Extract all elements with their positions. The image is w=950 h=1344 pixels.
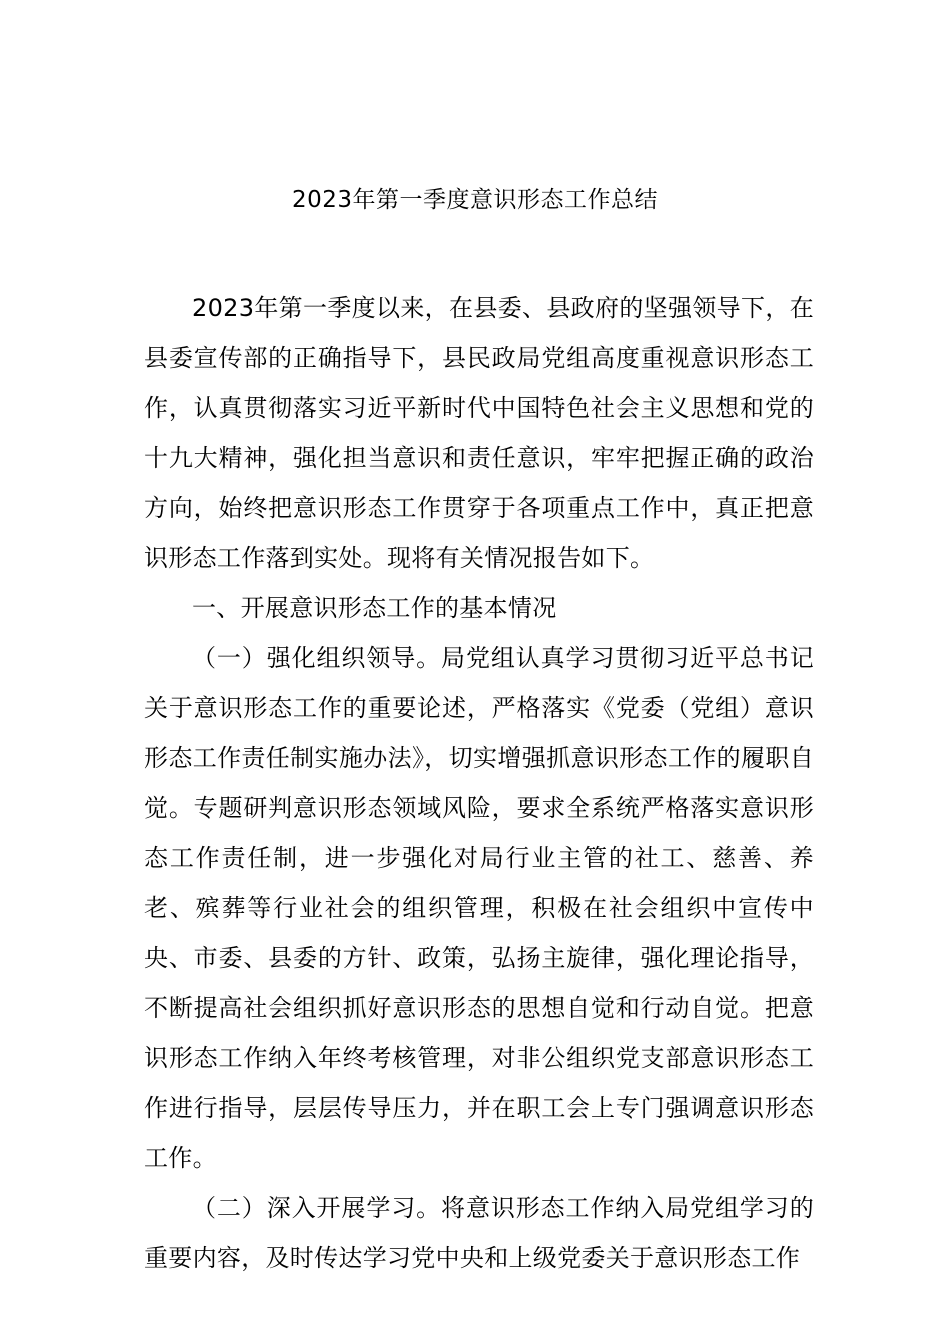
intro-paragraph: 2023年第一季度以来，在县委、县政府的坚强领导下，在县委宣传部的正确指导下，县民政局党组高度重视意识形态工作，认真贯彻落实习近平新时代中国特色社会主义思想和党的十九大精神，强化担当意识和责任意识，牢牢把握正确的政治方向，始终把意识形态工作贯穿于各项重点工作中，真正把意识形态工作落到实处。现将有关情况报告如下。 [144, 294, 814, 572]
subsection-paragraph-1: （一）强化组织领导。局党组认真学习贯彻习近平总书记关于意识形态工作的重要论述，严格落实《党委（党组）意识形态工作责任制实施办法》，切实增强抓意识形态工作的履职自觉。专题研判意识形态领域风险，要求全系统严格落实意识形态工作责任制，进一步强化对局行业主管的社工、慈善、养老、殡葬等行业社会的组织管理，积极在社会组织中宣传中央、市委、县委的方针、政策，弘扬主旋律，强化理论指导，不断提高社会组织抓好意识形态的思想自觉和行动自觉。把意识形态工作纳入年终考核管理，对非公组织党支部意识形态工作进行指导，层层传导压力，并在职工会上专门强调意识形态工作。 [144, 644, 814, 1172]
document-body [144, 283, 814, 1283]
section-heading-1: 一、开展意识形态工作的基本情况 [192, 594, 557, 622]
document-title: 2023年第一季度意识形态工作总结 [291, 187, 659, 213]
subsection-paragraph-2: （二）深入开展学习。将意识形态工作纳入局党组学习的重要内容，及时传达学习党中央和上级党委关于意识形态工作 [144, 1194, 814, 1272]
